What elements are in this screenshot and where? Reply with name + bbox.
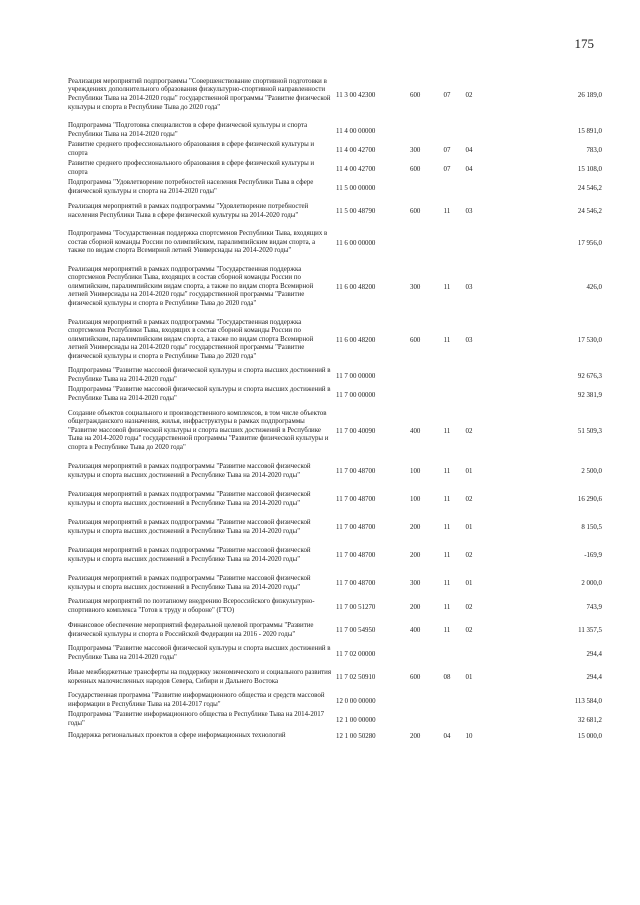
row-sum: 743,9 bbox=[586, 603, 602, 611]
row-sum: 51 509,3 bbox=[577, 427, 602, 435]
row-pr: 02 bbox=[465, 603, 473, 611]
row-sum: 15 891,0 bbox=[577, 127, 602, 135]
budget-table bbox=[68, 68, 602, 742]
row-code: 11 7 00 48700 bbox=[336, 552, 376, 559]
row-sum: 426,0 bbox=[586, 283, 602, 291]
row-code: 11 6 00 00000 bbox=[336, 239, 376, 247]
row-pr: 03 bbox=[465, 208, 473, 215]
row-sum: 16 290,6 bbox=[577, 496, 602, 503]
row-code: 11 5 00 00000 bbox=[336, 184, 376, 192]
row-pr: 01 bbox=[465, 674, 473, 681]
row-vr: 100 bbox=[410, 496, 421, 503]
row-code: 11 7 00 54950 bbox=[336, 627, 376, 634]
row-name: Развитие среднего профессионального образования в сфере физической культуры и спорта bbox=[68, 141, 315, 157]
row-code: 11 7 00 40090 bbox=[336, 427, 376, 435]
row-pr: 02 bbox=[465, 91, 473, 99]
table-row bbox=[68, 710, 602, 729]
row-code: 11 5 00 48790 bbox=[336, 208, 376, 215]
row-rz: 11 bbox=[443, 336, 451, 344]
row-rz: 11 bbox=[443, 627, 451, 634]
row-vr: 300 bbox=[410, 283, 421, 291]
row-pr: 02 bbox=[465, 627, 473, 634]
page-number: 175 bbox=[574, 36, 594, 51]
row-rz: 04 bbox=[443, 732, 451, 740]
table-row bbox=[68, 197, 602, 225]
row-name: Подпрограмма "Удовлетворение потребностей населения Республики Тыва в сфере физической культуры и спорта на 2014-2020 годы" bbox=[68, 179, 314, 195]
row-vr: 600 bbox=[410, 336, 421, 344]
row-rz: 11 bbox=[443, 427, 451, 435]
row-rz: 11 bbox=[443, 552, 451, 559]
table-row bbox=[68, 513, 602, 541]
table-row bbox=[68, 313, 602, 366]
row-code: 11 4 00 00000 bbox=[336, 127, 376, 135]
table-row bbox=[68, 225, 602, 260]
table-row bbox=[68, 404, 602, 457]
row-name: Подпрограмма "Развитие массовой физической культуры и спорта высших достижений в Республике Тыва на 2014-2020 годы" bbox=[68, 367, 331, 383]
row-pr: 03 bbox=[465, 283, 473, 291]
table-row bbox=[68, 663, 602, 691]
row-pr: 03 bbox=[465, 336, 473, 344]
row-name: Государственная программа "Развитие информационного общества и средств массовой информации в Республике Тыва на 2014-2017 годы" bbox=[68, 692, 325, 708]
row-name: Реализация мероприятий в рамках подпрограммы "Развитие массовой физической культуры и спорта высших достижений в Республике Тыва на 2014-2020 годы" bbox=[68, 546, 311, 563]
row-sum: 11 357,5 bbox=[578, 627, 602, 634]
row-name: Реализация мероприятий в рамках подпрограммы "Развитие массовой физической культуры и спорта высших достижений в Республике Тыва на 2014-2020 годы" bbox=[68, 490, 311, 507]
table-row bbox=[68, 569, 602, 597]
row-rz: 11 bbox=[443, 283, 451, 291]
row-vr: 300 bbox=[410, 146, 421, 154]
table-row bbox=[68, 159, 602, 178]
row-vr: 300 bbox=[410, 580, 421, 587]
row-vr: 200 bbox=[410, 552, 421, 559]
row-sum: 2 000,0 bbox=[581, 580, 602, 587]
row-sum: 17 956,0 bbox=[577, 239, 602, 247]
table-row bbox=[68, 457, 602, 485]
row-sum: 26 189,0 bbox=[577, 91, 602, 99]
row-name: Подпрограмма "Государственная поддержка спортсменов Республики Тыва, входящих в состав сборной команды России по олимпийским, паралимпийским видам спорта, а также по видам спорта Всемирной летней Универсиады на 2014-2020 годы" bbox=[68, 230, 328, 255]
row-vr: 600 bbox=[410, 208, 421, 215]
row-pr: 04 bbox=[465, 146, 473, 154]
row-code: 11 7 00 48700 bbox=[336, 524, 376, 531]
row-sum: 17 530,0 bbox=[577, 336, 602, 344]
row-sum: 113 584,0 bbox=[574, 697, 602, 705]
row-name: Реализация мероприятий в рамках подпрограммы "Развитие массовой физической культуры и спорта высших достижений в Республике Тыва на 2014-2020 годы" bbox=[68, 574, 311, 591]
row-sum: 32 681,2 bbox=[577, 716, 602, 724]
table-row bbox=[68, 121, 602, 140]
row-code: 11 7 02 50910 bbox=[336, 674, 376, 681]
table-row bbox=[68, 597, 602, 616]
row-name: Реализация мероприятий по поэтапному внедрению Всероссийского физкультурно-спортивного комплекса "Готов к труду и обороне" (ГТО) bbox=[68, 598, 315, 614]
row-name: Подпрограмма "Развитие информационного общества в Республике Тыва на 2014-2017 годы" bbox=[68, 711, 325, 727]
table-row bbox=[68, 140, 602, 159]
row-code: 11 7 00 51270 bbox=[336, 603, 376, 611]
row-name: Подпрограмма "Развитие массовой физической культуры и спорта высших достижений в Республике Тыва на 2014-2020 годы" bbox=[68, 645, 331, 661]
row-vr: 600 bbox=[410, 165, 421, 173]
row-code: 11 3 00 42300 bbox=[336, 91, 376, 99]
row-name: Подпрограмма "Развитие массовой физической культуры и спорта высших достижений в Республике Тыва на 2014-2020 годы" bbox=[68, 386, 331, 402]
table-row bbox=[68, 644, 602, 663]
row-sum: 294,4 bbox=[586, 674, 602, 681]
row-sum: 24 546,2 bbox=[577, 208, 602, 215]
row-code: 11 7 00 00000 bbox=[336, 372, 376, 380]
row-pr: 01 bbox=[465, 580, 473, 587]
row-rz: 11 bbox=[443, 496, 451, 503]
row-pr: 02 bbox=[465, 496, 473, 503]
row-sum: 783,0 bbox=[586, 146, 602, 154]
row-pr: 02 bbox=[465, 427, 473, 435]
row-vr: 100 bbox=[410, 468, 421, 475]
table-row bbox=[68, 385, 602, 404]
row-sum: -169,9 bbox=[584, 552, 602, 559]
row-sum: 92 676,3 bbox=[577, 372, 602, 380]
row-code: 12 1 00 50280 bbox=[336, 732, 376, 740]
table-row bbox=[68, 729, 602, 742]
row-sum: 92 381,9 bbox=[577, 391, 602, 399]
row-name: Финансовое обеспечение мероприятий федеральной целевой программы "Развитие физической культуры и спорта в Российской Федерации на 2016 - 2020 годы" bbox=[68, 621, 314, 638]
row-code: 11 6 00 48200 bbox=[336, 283, 376, 291]
table-row bbox=[68, 485, 602, 513]
row-name: Реализация мероприятий в рамках подпрограммы "Развитие массовой физической культуры и спорта высших достижений в Республике Тыва на 2014-2020 годы" bbox=[68, 518, 311, 535]
row-pr: 02 bbox=[465, 552, 473, 559]
table-row bbox=[68, 691, 602, 710]
row-vr: 200 bbox=[410, 603, 421, 611]
table-row bbox=[68, 260, 602, 313]
row-name: Реализация мероприятий подпрограммы "Совершенствование спортивной подготовки в учреждениях дополнительного образования физкультурно-спортивной направленности Республики Тыва на 2014-2020 годы" государственной программы "Развитие физической культуры и спорта в Республике Тыва до 2020 года" bbox=[68, 77, 331, 111]
row-sum: 8 150,5 bbox=[581, 524, 602, 531]
row-name: Реализация мероприятий в рамках подпрограммы "Государственная поддержка спортсменов Республики Тыва, входящих в состав сборной команды России по олимпийским, паралимпийским видам спорта, а также по видам спорта Всемирной летней Универсиады на 2014-2020 годы" государственной программы "Развитие физической культуры и спорта в Республике Тыва до 2020 года" bbox=[68, 318, 314, 360]
row-name: Создание объектов социального и производственного комплексов, в том числе объектов общегражданского назначения, жилья, инфраструктуры в рамках подпрограммы "Развитие массовой физической культуры и спорта высших достижений в Республике Тыва на 2014-2020 годы" государственной программы "Развитие физической культуры и спорта в Республике Тыва до 2020 года" bbox=[68, 409, 329, 451]
row-pr: 01 bbox=[465, 524, 473, 531]
table-row bbox=[68, 68, 602, 121]
row-vr: 600 bbox=[410, 674, 421, 681]
row-sum: 24 546,2 bbox=[577, 184, 602, 192]
row-name: Поддержка региональных проектов в сфере информационных технологий bbox=[68, 731, 286, 739]
row-name: Реализация мероприятий в рамках подпрограммы "Развитие массовой физической культуры и спорта высших достижений в Республике Тыва на 2014-2020 годы" bbox=[68, 462, 311, 479]
row-vr: 600 bbox=[410, 91, 421, 99]
row-rz: 07 bbox=[443, 91, 451, 99]
row-code: 11 6 00 48200 bbox=[336, 336, 376, 344]
row-code: 12 1 00 00000 bbox=[336, 716, 376, 724]
row-name: Реализация мероприятий в рамках подпрограммы "Удовлетворение потребностей населения Республики Тыва в сфере физической культуры на 2014-2020 годы" bbox=[68, 202, 309, 219]
row-sum: 15 000,0 bbox=[577, 732, 602, 740]
table-row bbox=[68, 178, 602, 197]
row-vr: 400 bbox=[410, 427, 421, 435]
table-row bbox=[68, 616, 602, 644]
row-name: Подпрограмма "Подготовка специалистов в сфере физической культуры и спорта Республики Тыва на 2014-2020 годы" bbox=[68, 122, 308, 138]
row-code: 12 0 00 00000 bbox=[336, 697, 376, 705]
row-rz: 11 bbox=[443, 580, 451, 587]
row-rz: 11 bbox=[443, 208, 451, 215]
row-rz: 07 bbox=[443, 146, 451, 154]
row-vr: 400 bbox=[410, 627, 421, 634]
row-code: 11 7 02 00000 bbox=[336, 650, 376, 658]
row-vr: 200 bbox=[410, 524, 421, 531]
row-sum: 15 108,0 bbox=[577, 165, 602, 173]
row-sum: 2 500,0 bbox=[581, 468, 602, 475]
row-rz: 07 bbox=[443, 165, 451, 173]
row-code: 11 7 00 48700 bbox=[336, 580, 376, 587]
table-row bbox=[68, 541, 602, 569]
row-pr: 10 bbox=[465, 732, 473, 740]
row-name: Иные межбюджетные трансферты на поддержку экономического и социального развития коренных малочисленных народов Севера, Сибири и Дальнего Востока bbox=[68, 668, 332, 685]
row-name: Реализация мероприятий в рамках подпрограммы "Государственная поддержка спортсменов Республики Тыва, входящих в состав сборной команды России по олимпийским, паралимпийским видам спорта, а также по видам спорта Всемирной летней Универсиады на 2014-2020 годы" государственной программы "Развитие физической культуры и спорта в Республике Тыва до 2020 года" bbox=[68, 265, 314, 307]
row-sum: 294,4 bbox=[586, 650, 602, 658]
row-rz: 08 bbox=[443, 674, 451, 681]
row-code: 11 4 00 42700 bbox=[336, 165, 376, 173]
row-rz: 11 bbox=[443, 468, 451, 475]
row-pr: 04 bbox=[465, 165, 473, 173]
row-rz: 11 bbox=[443, 603, 451, 611]
row-name: Развитие среднего профессионального образования в сфере физической культуры и спорта bbox=[68, 160, 315, 176]
row-code: 11 7 00 00000 bbox=[336, 391, 376, 399]
table-row bbox=[68, 366, 602, 385]
row-code: 11 7 00 48700 bbox=[336, 468, 376, 475]
row-pr: 01 bbox=[465, 468, 473, 475]
row-code: 11 7 00 48700 bbox=[336, 496, 376, 503]
row-code: 11 4 00 42700 bbox=[336, 146, 376, 154]
row-vr: 200 bbox=[410, 732, 421, 740]
row-rz: 11 bbox=[443, 524, 451, 531]
